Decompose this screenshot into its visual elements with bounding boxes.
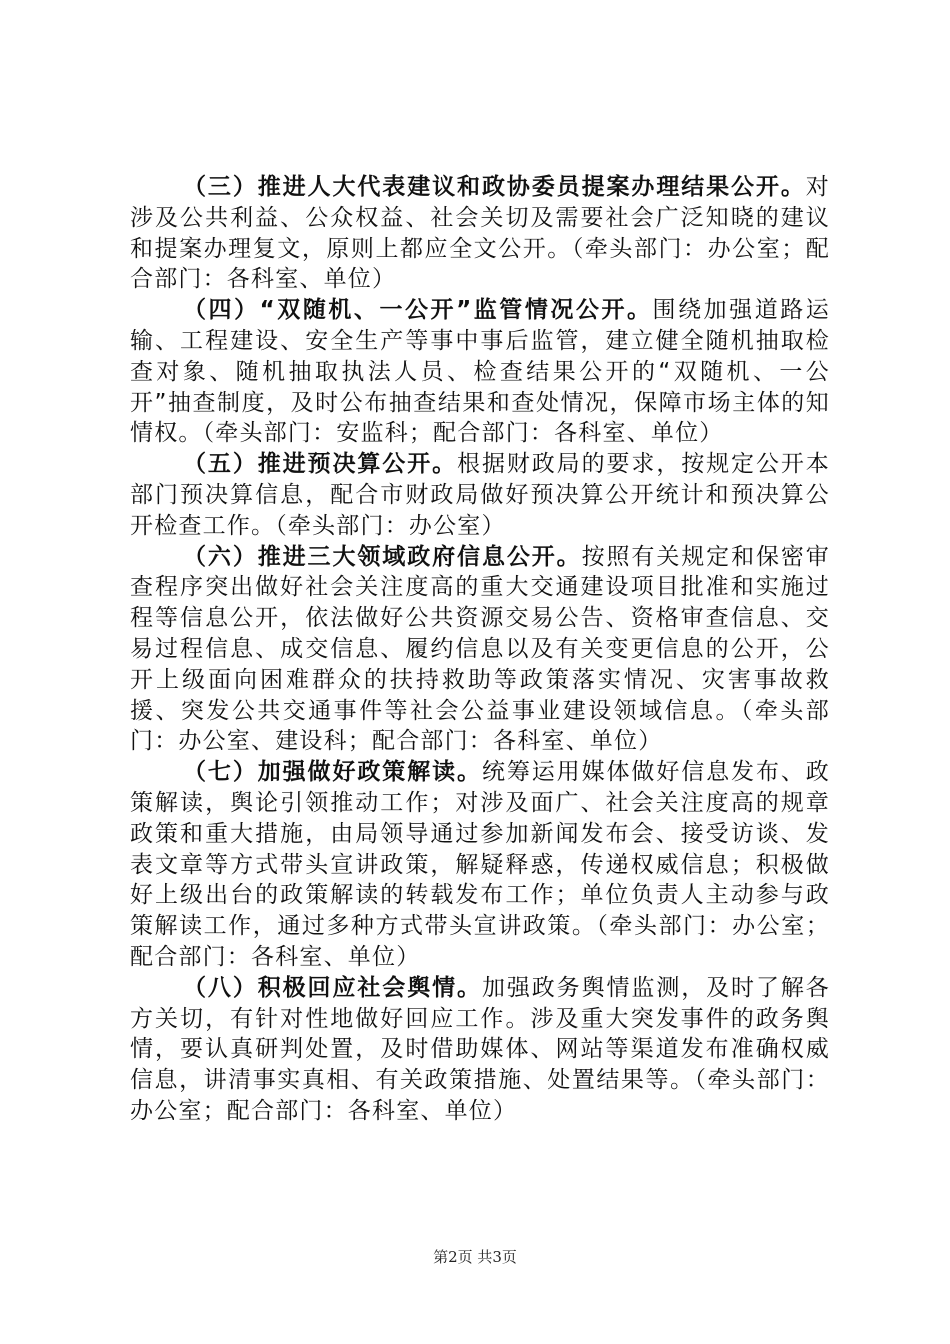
paragraph-heading: （五）推进预决算公开。 [183, 451, 458, 478]
paragraph-7 [130, 757, 830, 973]
paragraph-text: 对涉及公共利益、公众权益、社会关切及需要社会广泛知晓的建议和提案办理复文，原则上都应全文公开。（牵头部门：办公室；配合部门：各科室、单位） [130, 174, 830, 293]
paragraph-heading: （七）加强做好政策解读。 [183, 759, 482, 786]
paragraph-8 [130, 973, 830, 1127]
paragraph-text: 围绕加强道路运输、工程建设、安全生产等事中事后监管，建立健全随机抽取检查对象、随机抽取执法人员、检查结果公开的“双随机、一公开”抽查制度，及时公布抽查结果和查处情况，保障市场主体的知情权。（牵头部门：安监科；配合部门：各科室、单位） [130, 297, 830, 447]
paragraph-text: 统筹运用媒体做好信息发布、政策解读，舆论引领推动工作；对涉及面广、社会关注度高的规章政策和重大措施，由局领导通过参加新闻发布会、接受访谈、发表文章等方式带头宣讲政策，解疑释惑，传递权威信息；积极做好上级出台的政策解读的转载发布工作；单位负责人主动参与政策解读工作，通过多种方式带头宣讲政策。（牵头部门：办公室；配合部门：各科室、单位） [130, 759, 830, 970]
page-number: 第2页 共3页 [433, 1248, 517, 1266]
paragraph-5 [130, 449, 830, 541]
paragraph-heading: （八）积极回应社会舆情。 [183, 974, 482, 1001]
paragraph-4 [130, 295, 830, 449]
paragraph-heading: （四）“双随机、一公开”监管情况公开。 [183, 297, 653, 324]
paragraph-3 [130, 172, 830, 295]
paragraph-text: 加强政务舆情监测，及时了解各方关切，有针对性地做好回应工作。涉及重大突发事件的政务舆情，要认真研判处置，及时借助媒体、网站等渠道发布准确权威信息，讲清事实真相、有关政策措施、处置结果等。（牵头部门：办公室；配合部门：各科室、单位） [130, 974, 830, 1124]
paragraph-6 [130, 542, 830, 758]
paragraph-text: 按照有关规定和保密审查程序突出做好社会关注度高的重大交通建设项目批准和实施过程等信息公开，依法做好公共资源交易公告、资格审查信息、交易过程信息、成交信息、履约信息以及有关变更信息的公开，公开上级面向困难群众的扶持救助等政策落实情况、灾害事故救援、突发公共交通事件等社会公益事业建设领域信息。（牵头部门：办公室、建设科；配合部门：各科室、单位） [130, 543, 831, 755]
document-body [130, 172, 830, 1127]
paragraph-heading: （六）推进三大领域政府信息公开。 [183, 543, 582, 570]
paragraph-text: 根据财政局的要求，按规定公开本部门预决算信息，配合市财政局做好预决算公开统计和预决算公开检查工作。（牵头部门：办公室） [130, 451, 830, 539]
page-footer [0, 1246, 950, 1267]
paragraph-heading: （三）推进人大代表建议和政协委员提案办理结果公开。 [183, 174, 806, 200]
